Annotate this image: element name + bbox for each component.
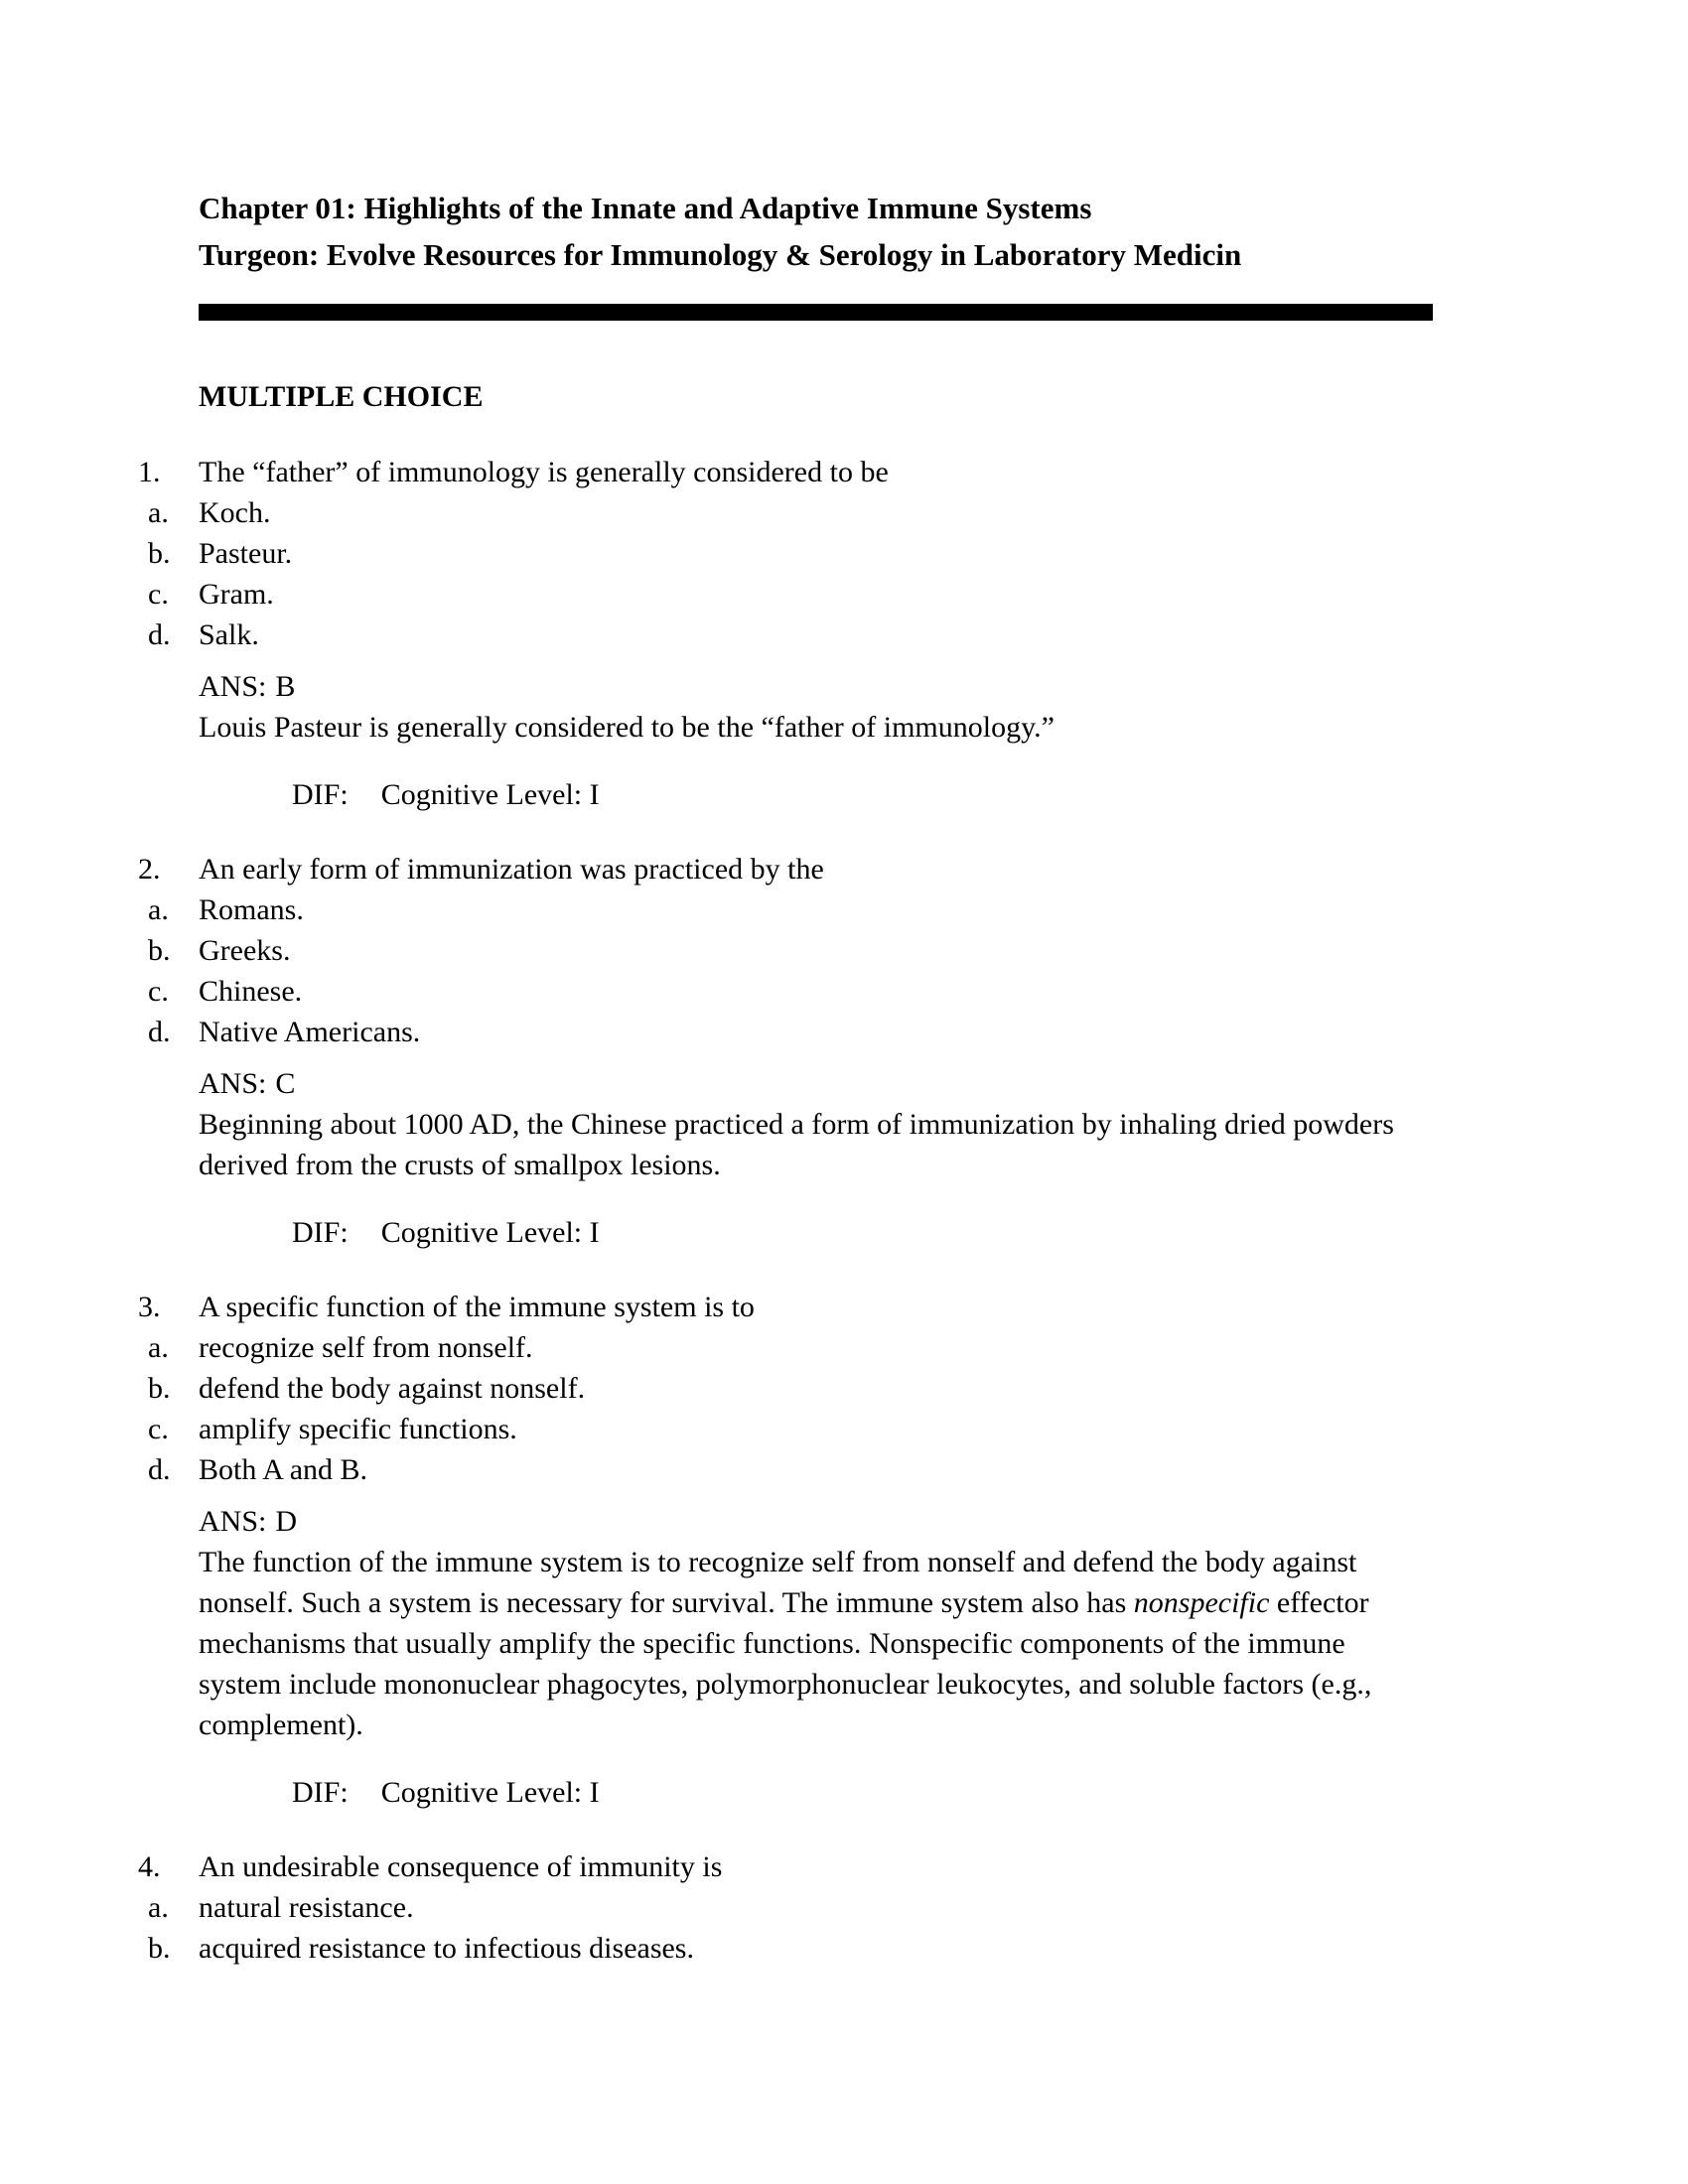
question-stem-row xyxy=(138,1287,1430,1327)
option-row xyxy=(148,574,1430,614)
option-letter: b. xyxy=(148,934,171,967)
option-row xyxy=(148,614,1430,655)
option-text: Native Americans. xyxy=(199,1016,421,1048)
answer-block xyxy=(199,666,1430,815)
option-letter: c. xyxy=(148,1413,169,1445)
option-row xyxy=(148,971,1430,1012)
answer-value: C xyxy=(275,1067,296,1100)
option-letter: b. xyxy=(148,537,171,570)
option-text: Romans. xyxy=(199,893,304,926)
question-block xyxy=(138,1846,1430,1969)
option-list xyxy=(148,1887,1430,1969)
option-list xyxy=(148,889,1430,1052)
chapter-title: Chapter 01: Highlights of the Innate and Adaptive Immune Systems xyxy=(199,191,1092,225)
option-row xyxy=(148,1012,1430,1052)
answer-rationale xyxy=(199,707,1430,748)
option-row xyxy=(148,1409,1430,1449)
option-text: natural resistance. xyxy=(199,1891,414,1924)
answer-row xyxy=(199,666,1430,707)
answer-value: D xyxy=(275,1505,298,1538)
rationale-part: nonspecific xyxy=(1133,1586,1270,1619)
option-row xyxy=(148,930,1430,971)
question-stem-row xyxy=(138,849,1430,889)
question-stem: An early form of immunization was practiced by the xyxy=(199,853,824,886)
question-number: 4. xyxy=(138,1850,161,1883)
option-text: recognize self from nonself. xyxy=(199,1331,533,1364)
option-letter: d. xyxy=(148,1453,171,1486)
option-row xyxy=(148,1449,1430,1490)
option-letter: d. xyxy=(148,618,171,651)
answer-label: ANS: xyxy=(199,1505,267,1538)
question-block xyxy=(138,849,1430,1253)
option-text: Gram. xyxy=(199,578,274,611)
option-letter: b. xyxy=(148,1372,171,1405)
rationale-part: Louis Pasteur is generally considered to be the “father of immunology.” xyxy=(199,711,1055,744)
option-row xyxy=(148,1368,1430,1409)
dif-row xyxy=(292,1212,1430,1253)
question-block xyxy=(138,1287,1430,1813)
option-letter: d. xyxy=(148,1016,171,1048)
option-text: Koch. xyxy=(199,496,271,529)
question-stem-row xyxy=(138,1846,1430,1887)
option-text: Chinese. xyxy=(199,975,303,1008)
question-block xyxy=(138,452,1430,815)
question-stem: An undesirable consequence of immunity is xyxy=(199,1850,723,1883)
dif-label: DIF: xyxy=(292,778,349,811)
option-row xyxy=(148,889,1430,930)
question-number: 2. xyxy=(138,853,161,886)
rationale-part: Beginning about 1000 AD, the Chinese practiced a form of immunization by inhaling dried powders derived from the crusts of smallpox lesions. xyxy=(199,1108,1394,1181)
option-list xyxy=(148,492,1430,655)
option-row xyxy=(148,1928,1430,1969)
document-header xyxy=(199,185,1430,321)
option-text: Pasteur. xyxy=(199,537,293,570)
answer-row xyxy=(199,1063,1430,1104)
answer-block xyxy=(199,1063,1430,1253)
question-list xyxy=(138,452,1430,1969)
option-row xyxy=(148,533,1430,574)
option-text: Both A and B. xyxy=(199,1453,368,1486)
question-stem: A specific function of the immune system is to xyxy=(199,1291,755,1323)
dif-text: Cognitive Level: I xyxy=(380,1216,600,1249)
dif-label: DIF: xyxy=(292,1776,349,1809)
answer-block xyxy=(199,1501,1430,1813)
answer-label: ANS: xyxy=(199,1067,267,1100)
option-letter: c. xyxy=(148,975,169,1008)
dif-text: Cognitive Level: I xyxy=(380,1776,600,1809)
option-text: Salk. xyxy=(199,618,259,651)
section-heading: MULTIPLE CHOICE xyxy=(199,380,484,413)
option-row xyxy=(148,1327,1430,1368)
option-text: defend the body against nonself. xyxy=(199,1372,586,1405)
answer-rationale xyxy=(199,1104,1430,1185)
answer-row xyxy=(199,1501,1430,1542)
option-row xyxy=(148,1887,1430,1928)
dif-row xyxy=(292,774,1430,815)
option-text: Greeks. xyxy=(199,934,291,967)
answer-rationale xyxy=(199,1542,1430,1745)
dif-label: DIF: xyxy=(292,1216,349,1249)
dif-row xyxy=(292,1772,1430,1813)
option-list xyxy=(148,1327,1430,1490)
answer-label: ANS: xyxy=(199,670,267,703)
question-stem: The “father” of immunology is generally considered to be xyxy=(199,456,889,488)
dif-text: Cognitive Level: I xyxy=(380,778,600,811)
question-stem-row xyxy=(138,452,1430,492)
option-letter: a. xyxy=(148,893,169,926)
option-row xyxy=(148,492,1430,533)
option-letter: c. xyxy=(148,578,169,611)
option-letter: a. xyxy=(148,1891,169,1924)
book-title: Turgeon: Evolve Resources for Immunology & Serology in Laboratory Medicin xyxy=(199,237,1242,272)
option-text: acquired resistance to infectious diseases. xyxy=(199,1932,694,1965)
question-number: 3. xyxy=(138,1291,161,1323)
option-letter: b. xyxy=(148,1932,171,1965)
option-letter: a. xyxy=(148,1331,169,1364)
answer-value: B xyxy=(275,670,296,703)
rationale-part: The function of the immune system is to recognize self from nonself and defend the body against nonself. Such a system is necessary for survival. The immune system also has xyxy=(199,1546,1357,1619)
rationale-part: effector mechanisms that usually amplify the specific functions. Nonspecific components of the immune system include mononuclear phagocytes, polymorphonuclear leukocytes, and soluble factors (e.g., complement). xyxy=(199,1586,1372,1741)
option-letter: a. xyxy=(148,496,169,529)
option-text: amplify specific functions. xyxy=(199,1413,517,1445)
question-number: 1. xyxy=(138,456,161,488)
header-rule xyxy=(199,304,1433,321)
